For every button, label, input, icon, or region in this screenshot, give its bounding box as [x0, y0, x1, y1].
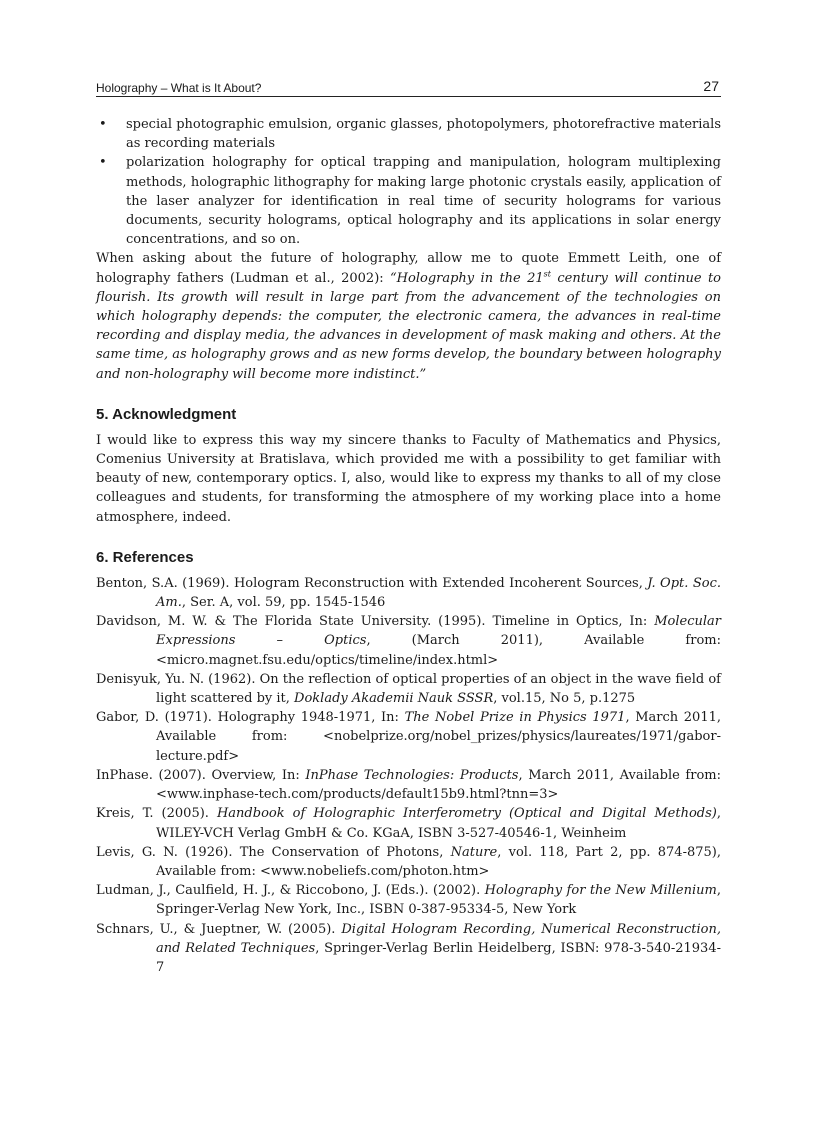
reference-item: Levis, G. N. (1926). The Conservation of Photons, Nature, vol. 118, Part 2, pp. 874-875), Available from: <www.nobeliefs.com/photon.htm> [96, 844, 721, 879]
reference-item: Denisyuk, Yu. N. (1962). On the reflection of optical properties of an object in the wave field of light scattered by it, Doklady Akademii Nauk SSSR, vol.15, No 5, p.1275 [96, 671, 721, 707]
reference-item: InPhase. (2007). Overview, In: InPhase Technologies: Products, March 2011, Available from: <www.inphase-tech.com/products/default15b9.html?tnn=3> [96, 767, 721, 803]
bullet-icon: • [99, 117, 107, 132]
bullet-icon: • [99, 155, 107, 171]
acknowledgment-heading: 5. Acknowledgment [96, 405, 237, 423]
reference-item: Gabor, D. (1971). Holography 1948-1971, In: The Nobel Prize in Physics 1971, March 2011, Available from: <nobelprize.org/nobel_prizes/physics/laureates/1971/gabor-lecture.pdf> [96, 710, 722, 764]
acknowledgment-text: I would like to express this way my sincere thanks to Faculty of Mathematics and Physics, Comenius University at Bratislava, which provided me with a possibility to get familiar with beauty of new, contemporary optics. I, also, would like to express my thanks to all of my close colleagues and students, for transforming the atmosphere of my working place into a home atmosphere, indeed. [96, 432, 721, 525]
leith-quote: “Holography in the 21st century will continue to flourish. Its growth will result in large part from the advancement of the technologies on which holography depends: the computer, the electronic camera, the advances in real-time recording and display media, the advances in development of mask making and others. At the same time, as holography grows and as new forms develop, the boundary between holography and non-holography will become more indistinct.” [96, 269, 721, 382]
page-number: 27 [703, 78, 719, 94]
bullet-list [96, 115, 721, 249]
reference-item: Davidson, M. W. & The Florida State University. (1995). Timeline in Optics, In: Molecular Expressions – Optics, (March 2011), Available from: <micro.magnet.fsu.edu/optics/timeline/index.html> [96, 614, 721, 668]
page-body [96, 115, 721, 977]
reference-item: Kreis, T. (2005). Handbook of Holographic Interferometry (Optical and Digital Methods), WILEY-VCH Verlag GmbH & Co. KGaA, ISBN 3-527-40546-1, Weinheim [96, 806, 721, 841]
bullet-item: • polarization holography for optical trapping and manipulation, hologram multiplexing methods, holographic lithography for making large photonic crystals easily, application of the laser analyzer for identification in real time of security holograms for various documents, security holograms, optical holography and its applications in solar energy concentrations, and so on. [99, 155, 721, 248]
references-heading: 6. References [96, 548, 194, 566]
bullet-item: • special photographic emulsion, organic glasses, photopolymers, photorefractive materials as recording materials [99, 117, 721, 152]
future-paragraph: When asking about the future of holography, allow me to quote Emmett Leith, one of holography fathers (Ludman et al., 2002): “Holography in the 21st century will continue to flourish. Its growth will result in large part from the advancement of the technologies on which holography depends: the computer, the electronic camera, the advances in real-time recording and display media, the advances in development of mask making and others. At the same time, as holography grows and as new forms develop, the boundary between holography and non-holography will become more indistinct.” [96, 251, 721, 382]
reference-item: Benton, S.A. (1969). Hologram Reconstruction with Extended Incoherent Sources, J. Opt. Soc. Am., Ser. A, vol. 59, pp. 1545-1546 [96, 575, 721, 611]
running-title: Holography – What is It About? [96, 81, 262, 95]
reference-item: Schnars, U., & Jueptner, W. (2005). Digital Hologram Recording, Numerical Reconstruction, and Related Techniques, Springer-Verlag Berlin Heidelberg, ISBN: 978-3-540-21934-7 [96, 921, 721, 975]
page-header [96, 78, 721, 97]
reference-list [96, 574, 721, 977]
reference-item: Ludman, J., Caulfield, H. J., & Riccobono, J. (Eds.). (2002). Holography for the New Millenium, Springer-Verlag New York, Inc., ISBN 0-387-95334-5, New York [96, 883, 721, 918]
